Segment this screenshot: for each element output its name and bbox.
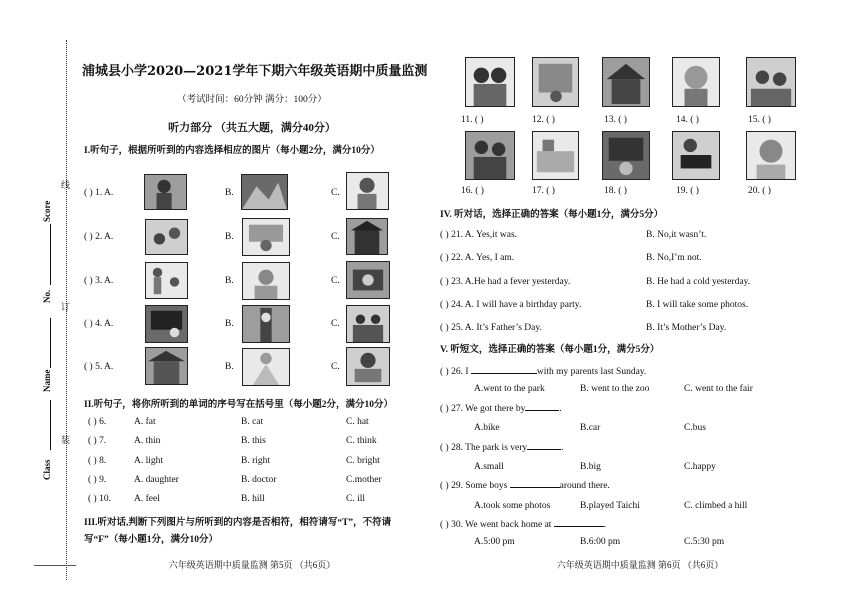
q27-option-a: A.bike [474, 423, 500, 433]
q21-option-b: B. No,it wasn’t. [646, 230, 707, 240]
label-16: 16. ( ) [461, 186, 484, 196]
q8-option-b: B. right [241, 456, 271, 466]
q30-blank[interactable] [554, 526, 604, 527]
label-19: 19. ( ) [676, 186, 699, 196]
bind-char-xian: 线 [61, 180, 71, 190]
q26-option-b: B. went to the zoo [580, 384, 650, 394]
section3-title-line2: 写“F”（每小题1分，满分10分） [84, 535, 219, 545]
q29-option-c: C. climbed a hill [684, 501, 748, 511]
q29-stem: ( ) 29. Some boys around there. [440, 481, 610, 491]
q25-option-a: ( ) 25. A. It’s Father’s Day. [440, 323, 542, 333]
q2-label: ( ) 2. A. [84, 232, 114, 242]
q27-option-b: B.car [580, 423, 601, 433]
score-label: Score [42, 200, 52, 222]
picture-2a [145, 219, 188, 255]
q24-option-a: ( ) 24. A. I will have a birthday party. [440, 300, 582, 310]
q9-number: ( ) 9. [88, 475, 107, 485]
q30-option-a: A.5:00 pm [474, 537, 515, 547]
q30-option-b: B.6:00 pm [580, 537, 621, 547]
q26-blank[interactable] [471, 373, 537, 374]
section1-title: I.听句子，根据所听到的内容选择相应的图片（每小题2分，满分10分） [84, 146, 380, 156]
q28-option-a: A.small [474, 462, 504, 472]
section2-title: II.听句子，将你所听到的单词的序号写在括号里（每小题2分，满分10分） [84, 400, 394, 410]
q28-option-b: B.big [580, 462, 601, 472]
q6-option-a: A. fat [134, 417, 156, 427]
q4-option-c: C. [331, 319, 340, 329]
class-blank [50, 400, 51, 450]
label-15: 15. ( ) [748, 115, 771, 125]
q7-option-b: B. this [241, 436, 266, 446]
q1-label: ( ) 1. A. [84, 188, 114, 198]
q21-option-a: ( ) 21. A. Yes,it was. [440, 230, 518, 240]
exam-info: （考试时间：60分钟 满分：100分） [177, 95, 327, 105]
q29-option-b: B.played Taichi [580, 501, 640, 511]
exam-title: 浦城县小学2020—2021学年下期六年级英语期中质量监测 [82, 64, 428, 79]
q5-option-c: C. [331, 362, 340, 372]
picture-19 [672, 131, 720, 180]
q2-option-c: C. [331, 232, 340, 242]
q8-number: ( ) 8. [88, 456, 107, 466]
q10-number: ( ) 10. [88, 494, 111, 504]
q1-option-c: C. [331, 188, 340, 198]
picture-1a [144, 174, 187, 210]
q2-option-b: B. [225, 232, 234, 242]
picture-18 [602, 131, 650, 180]
q5-label: ( ) 5. A. [84, 362, 114, 372]
q8-option-a: A. light [134, 456, 164, 466]
q7-number: ( ) 7. [88, 436, 107, 446]
picture-16 [465, 131, 515, 180]
q29-blank[interactable] [510, 487, 560, 488]
picture-3a [145, 262, 188, 299]
q27-blank[interactable] [525, 410, 559, 411]
margin-bottom-rule [34, 565, 76, 566]
picture-2b [242, 218, 290, 256]
listening-header: 听力部分 （共五大题，满分40分） [168, 122, 336, 134]
q3-label: ( ) 3. A. [84, 276, 114, 286]
q24-option-b: B. I will take some photos. [646, 300, 749, 310]
q23-option-a: ( ) 23. A.He had a fever yesterday. [440, 277, 571, 287]
picture-2c [346, 218, 388, 255]
section5-title: V. 听短文，选择正确的答案（每小题1分，满分5分） [440, 345, 660, 355]
q26-option-a: A.went to the park [474, 384, 545, 394]
number-label: No. [42, 289, 52, 303]
q4-label: ( ) 4. A. [84, 319, 114, 329]
q25-option-b: B. It’s Mother’s Day. [646, 323, 727, 333]
q3-option-b: B. [225, 276, 234, 286]
q3-option-c: C. [331, 276, 340, 286]
label-18: 18. ( ) [604, 186, 627, 196]
q10-option-c: C. ill [346, 494, 366, 504]
section4-title: IV. 听对话，选择正确的答案（每小题1分，满分5分） [440, 210, 664, 220]
name-blank [50, 318, 51, 368]
bind-char-zhuang: 装 [61, 435, 71, 445]
picture-5c [346, 347, 390, 386]
q6-option-c: C. hat [346, 417, 369, 427]
q5-option-b: B. [225, 362, 234, 372]
q27-stem: ( ) 27. We got there by . [440, 404, 562, 414]
q28-option-c: C.happy [684, 462, 716, 472]
picture-11 [465, 57, 515, 107]
label-20: 20. ( ) [748, 186, 771, 196]
q1-option-b: B. [225, 188, 234, 198]
label-12: 12. ( ) [532, 115, 555, 125]
picture-4a [145, 305, 188, 343]
label-11: 11. ( ) [461, 115, 484, 125]
q6-option-b: B. cat [241, 417, 264, 427]
q10-option-a: A. feel [134, 494, 160, 504]
q7-option-c: C. think [346, 436, 377, 446]
name-label: Name [42, 369, 52, 392]
q22-option-b: B. No,I’m not. [646, 253, 702, 263]
picture-17 [532, 131, 579, 180]
class-label: Class [42, 459, 52, 480]
label-17: 17. ( ) [532, 186, 555, 196]
q22-option-a: ( ) 22. A. Yes, I am. [440, 253, 515, 263]
left-page-footer: 六年级英语期中质量监测 第5页 （共6页） [168, 560, 336, 570]
picture-20 [746, 131, 796, 180]
number-blank [50, 240, 51, 285]
label-13: 13. ( ) [604, 115, 627, 125]
picture-1b [241, 174, 288, 210]
picture-15 [746, 57, 796, 107]
q23-option-b: B. He had a cold yesterday. [646, 277, 751, 287]
q29-option-a: A.took some photos [474, 501, 551, 511]
section3-title-line1: III.听对话,判断下列图片与所听到的内容是否相符，相符请写“T”，不符请 [84, 518, 392, 528]
picture-13 [602, 57, 650, 107]
picture-3b [242, 262, 290, 300]
picture-5a [145, 347, 188, 385]
picture-4c [346, 305, 390, 343]
q6-number: ( ) 6. [88, 417, 107, 427]
picture-3c [346, 261, 390, 299]
q10-option-b: B. hill [241, 494, 265, 504]
q9-option-a: A. daughter [134, 475, 179, 485]
q9-option-b: B. doctor [241, 475, 277, 485]
q26-option-c: C. went to the fair [684, 384, 753, 394]
q30-option-c: C.5:30 pm [684, 537, 725, 547]
q30-stem: ( ) 30. We went back home at . [440, 520, 607, 530]
q4-option-b: B. [225, 319, 234, 329]
bind-char-ding: 订 [61, 302, 71, 312]
q28-stem: ( ) 28. The park is very . [440, 443, 564, 453]
picture-12 [532, 57, 579, 107]
q28-blank[interactable] [527, 449, 561, 450]
q26-stem: ( ) 26. I with my parents last Sunday. [440, 367, 647, 377]
picture-4b [242, 305, 290, 343]
q27-option-c: C.bus [684, 423, 706, 433]
right-page-footer: 六年级英语期中质量监测 第6页 （共6页） [556, 560, 724, 570]
q8-option-c: C. bright [346, 456, 380, 466]
picture-5b [242, 348, 290, 386]
q7-option-a: A. thin [134, 436, 161, 446]
picture-1c [346, 172, 389, 210]
q9-option-c: C.mother [346, 475, 382, 485]
label-14: 14. ( ) [676, 115, 699, 125]
picture-14 [672, 57, 720, 107]
